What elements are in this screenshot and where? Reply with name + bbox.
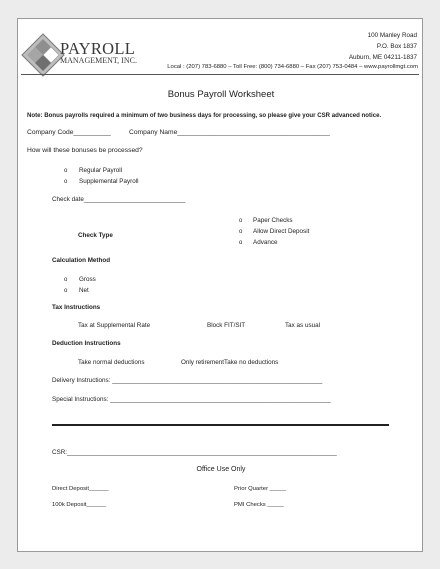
option-net: Net [79, 287, 89, 294]
section-divider [52, 424, 389, 426]
option-gross: Gross [79, 276, 96, 283]
pmi-checks-field[interactable]: PMI Checks _____ [234, 502, 284, 508]
address-line-1: 100 Manley Road [367, 32, 417, 39]
radio-supplemental-payroll[interactable]: o [64, 179, 68, 185]
company-name-field[interactable]: Company Name_________________________________________ [129, 129, 330, 136]
radio-regular-payroll[interactable]: o [64, 168, 68, 174]
radio-direct-deposit[interactable]: o [239, 229, 243, 235]
page-title: Bonus Payroll Worksheet [167, 89, 275, 100]
office-use-heading: Office Use Only [196, 466, 246, 473]
contact-line: Local : (207) 783-6880 – Toll Free: (800) 734-6880 – Fax (207) 753-0484 – www.payrollmgt.com [167, 64, 418, 70]
deduction-instructions-label: Deduction Instructions [52, 340, 121, 347]
diamond-logo-icon [21, 33, 65, 77]
option-supplemental-payroll: Supplemental Payroll [79, 178, 139, 185]
radio-advance[interactable]: o [239, 240, 243, 246]
check-date-field[interactable]: Check date_____________________________ [52, 196, 186, 203]
option-retirement-no-deductions[interactable]: Only retirementTake no deductions [181, 359, 279, 366]
process-question: How will these bonuses be processed? [27, 147, 143, 154]
tax-instructions-label: Tax Instructions [52, 304, 101, 311]
delivery-instructions-field[interactable]: Delivery Instructions: ____________________________________________________________ [52, 377, 323, 384]
logo-name: PAYROLL [60, 39, 136, 58]
option-normal-deductions[interactable]: Take normal deductions [78, 359, 145, 366]
company-code-field[interactable]: Company Code__________ [27, 129, 111, 136]
direct-deposit-field[interactable]: Direct Deposit______ [52, 486, 109, 492]
header-divider [21, 74, 419, 75]
k100-deposit-field[interactable]: 100k Deposit______ [52, 502, 107, 508]
logo-subtitle: MANAGEMENT, INC. [60, 56, 137, 65]
radio-gross[interactable]: o [64, 277, 68, 283]
worksheet-page [17, 18, 423, 552]
note-text: Note: Bonus payrolls required a minimum of two business days for processing, so please give your CSR advanced notice. [27, 112, 382, 119]
option-block-fit-sit[interactable]: Block FIT/SIT [207, 322, 246, 329]
option-tax-supplemental[interactable]: Tax at Supplemental Rate [78, 322, 151, 329]
address-line-3: Auburn, ME 04211-1837 [348, 54, 417, 61]
option-paper-checks: Paper Checks [253, 217, 293, 224]
option-advance: Advance [253, 239, 278, 246]
calculation-method-label: Calculation Method [52, 257, 111, 264]
radio-paper-checks[interactable]: o [239, 218, 243, 224]
special-instructions-field[interactable]: Special Instructions: _______________________________________________________________ [52, 396, 331, 403]
option-direct-deposit: Allow Direct Deposit [253, 228, 310, 235]
option-tax-as-usual[interactable]: Tax as usual [285, 322, 321, 329]
csr-field[interactable]: CSR:_____________________________________________________________________________ [52, 449, 337, 456]
prior-quarter-field[interactable]: Prior Quarter _____ [234, 486, 287, 492]
option-regular-payroll: Regular Payroll [79, 167, 123, 174]
check-type-label: Check Type [78, 232, 113, 239]
radio-net[interactable]: o [64, 288, 68, 294]
address-line-2: P.O. Box 1837 [376, 43, 417, 50]
